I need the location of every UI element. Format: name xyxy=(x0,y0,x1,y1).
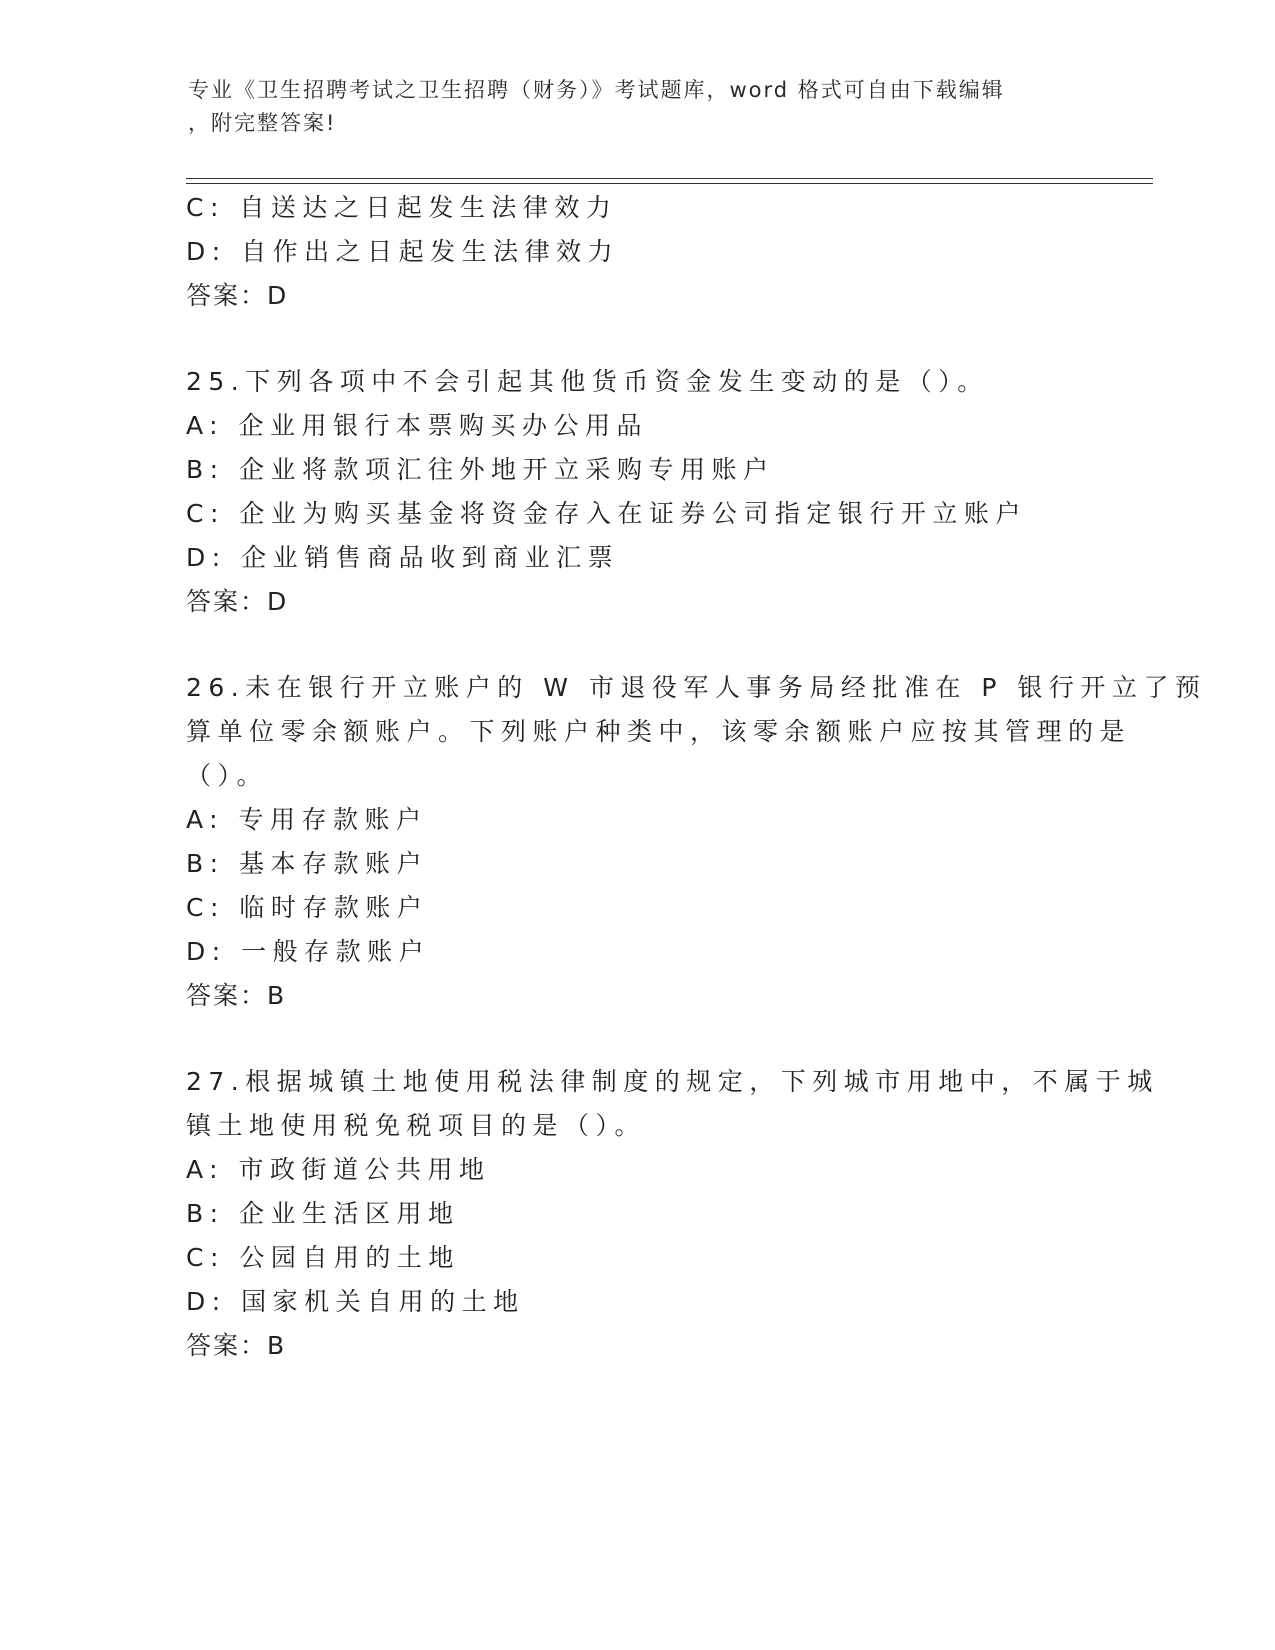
option-b-q27: B: 企业生活区用地 xyxy=(186,1199,460,1228)
document-header xyxy=(188,74,1088,140)
option-d-q27: D: 国家机关自用的土地 xyxy=(186,1287,525,1316)
option-c-q27: C: 公园自用的土地 xyxy=(186,1243,460,1272)
header-line-1: 专业《卫生招聘考试之卫生招聘（财务）》考试题库，word 格式可自由下载编辑 xyxy=(188,78,1005,102)
question-26-line-1: 26.未在银行开立账户的 W 市退役军人事务局经批准在 P 银行开立了预 xyxy=(186,673,1207,702)
option-d-q26: D: 一般存款账户 xyxy=(186,937,431,966)
answer-q24: 答案：D xyxy=(186,281,289,310)
header-divider-bottom xyxy=(186,183,1153,184)
header-divider-top xyxy=(186,178,1153,179)
option-c-q26: C: 临时存款账户 xyxy=(186,893,429,922)
question-27-line-1: 27.根据城镇土地使用税法律制度的规定，下列城市用地中，不属于城 xyxy=(186,1067,1159,1096)
question-26-line-2: 算单位零余额账户。下列账户种类中，该零余额账户应按其管理的是 xyxy=(186,717,1132,746)
option-b-q26: B: 基本存款账户 xyxy=(186,849,429,878)
option-c-q24: C: 自送达之日起发生法律效力 xyxy=(186,193,618,222)
option-a-q25: A: 企业用银行本票购买办公用品 xyxy=(186,411,649,440)
answer-q26: 答案：B xyxy=(186,981,287,1010)
question-25: 25.下列各项中不会引起其他货币资金发生变动的是（）。 xyxy=(186,367,989,396)
question-27-line-2: 镇土地使用税免税项目的是（）。 xyxy=(186,1111,647,1140)
answer-q25: 答案：D xyxy=(186,587,289,616)
option-a-q26: A: 专用存款账户 xyxy=(186,805,428,834)
option-d-q25: D: 企业销售商品收到商业汇票 xyxy=(186,543,620,572)
answer-q27: 答案：B xyxy=(186,1331,287,1360)
header-line-2: ，附完整答案! xyxy=(188,111,337,135)
question-26-line-3: （）。 xyxy=(186,761,269,790)
option-d-q24: D: 自作出之日起发生法律效力 xyxy=(186,237,620,266)
option-a-q27: A: 市政街道公共用地 xyxy=(186,1155,491,1184)
option-b-q25: B: 企业将款项汇往外地开立采购专用账户 xyxy=(186,455,775,484)
option-c-q25: C: 企业为购买基金将资金存入在证券公司指定银行开立账户 xyxy=(186,499,1027,528)
